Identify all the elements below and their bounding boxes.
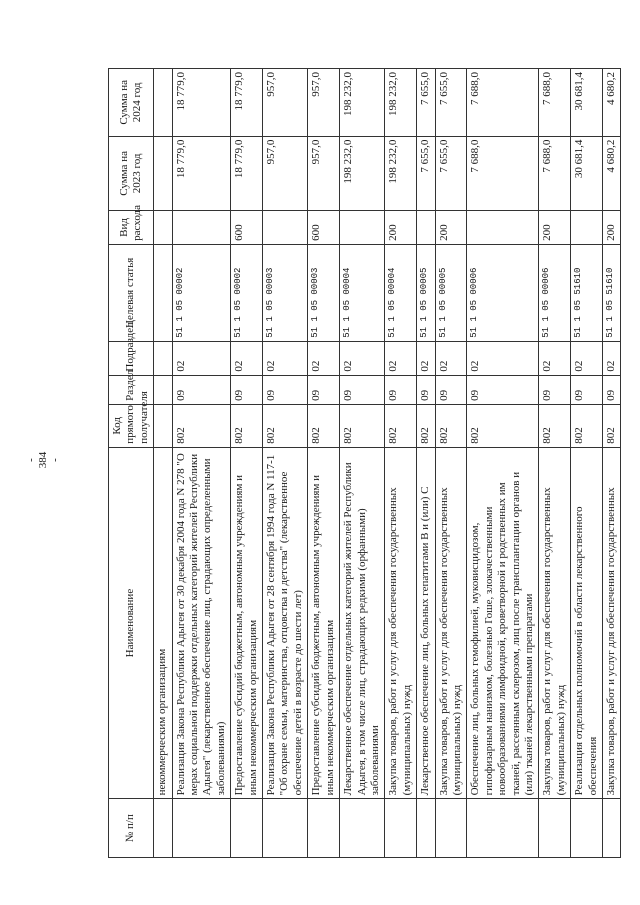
cell-name: Предоставление субсидий бюджетным, автономным учреждениям и иным некоммерческим организациям [308, 447, 340, 799]
cell-vid: 200 [435, 211, 467, 245]
cell-sum2023: 957,0 [263, 136, 308, 210]
cell-sum2023: 198 232,0 [385, 136, 417, 210]
cell-num [571, 799, 603, 858]
cell-podrazdel: 02 [417, 341, 435, 375]
cell-target: 51 1 05 51610 [603, 244, 621, 341]
cell-podrazdel: 02 [340, 341, 385, 375]
cell-sum2024: 957,0 [308, 69, 340, 137]
table-row [603, 69, 621, 858]
cell-name: Обеспечение лиц, больных гемофилией, муковисцидозом, гипофизарным нанизмом, болезнью Гоше, злокачественными новообразованиями лимфоидной, кроветворной и родственных им тканей, рассеянным склерозом, лиц после трансплантации органов и (или) тканей лекарственными препаратами [467, 447, 539, 799]
cell-sum2024: 4 680,2 [603, 69, 621, 137]
header-name: Наименование [109, 447, 154, 799]
cell-sum2023: 198 232,0 [340, 136, 385, 210]
cell-name: Предоставление субсидий бюджетным, автономным учреждениям и иным некоммерческим организациям [231, 447, 263, 799]
cell-razdel: 09 [340, 375, 385, 404]
cell-num [340, 799, 385, 858]
cell-target: 51 1 05 00005 [417, 244, 435, 341]
cell-num [417, 799, 435, 858]
cell-podrazdel: 02 [571, 341, 603, 375]
cell-vid: 200 [385, 211, 417, 245]
cell-sum2023: 30 681,4 [571, 136, 603, 210]
cell-razdel: 09 [417, 375, 435, 404]
table-row [467, 69, 539, 858]
cell-razdel: 09 [308, 375, 340, 404]
cell-target: 51 1 05 00005 [435, 244, 467, 341]
page-number: - 384 - [25, 451, 61, 469]
cell-name: Закупка товаров, работ и услуг для обеспечения государственных (муниципальных) нужд [539, 447, 571, 799]
cell-vid: 200 [539, 211, 571, 245]
cell-code: 802 [172, 404, 231, 447]
cell-podrazdel: 02 [467, 341, 539, 375]
cell-target: 51 1 05 51610 [571, 244, 603, 341]
cell-sum2023 [154, 136, 172, 210]
budget-table [108, 68, 621, 858]
cell-podrazdel: 02 [385, 341, 417, 375]
cell-sum2023: 18 779,0 [172, 136, 231, 210]
cell-sum2024: 7 655,0 [417, 69, 435, 137]
header-vid: Вид расхода [109, 211, 154, 245]
cell-target: 51 1 05 00006 [539, 244, 571, 341]
cell-sum2024: 30 681,4 [571, 69, 603, 137]
cell-sum2024: 7 688,0 [539, 69, 571, 137]
cell-name: Закупка товаров, работ и услуг для обеспечения государственных (муниципальных) нужд [435, 447, 467, 799]
cell-vid [340, 211, 385, 245]
cell-num [172, 799, 231, 858]
cell-podrazdel: 02 [435, 341, 467, 375]
cell-sum2024: 7 655,0 [435, 69, 467, 137]
cell-name: Лекарственное обеспечение отдельных категорий жителей Республики Адыгея, в том числе лиц, страдающих редкими (орфанными) заболеваниями [340, 447, 385, 799]
cell-sum2023: 7 688,0 [467, 136, 539, 210]
header-sum2024: Сумма на 2024 год [109, 69, 154, 137]
cell-sum2024: 7 688,0 [467, 69, 539, 137]
header-target: Целевая статья [109, 244, 154, 341]
cell-vid: 200 [603, 211, 621, 245]
cell-num [603, 799, 621, 858]
cell-vid [154, 211, 172, 245]
table-row [435, 69, 467, 858]
cell-razdel [154, 375, 172, 404]
cell-name: Реализация Закона Республики Адыгея от 28 сентября 1994 года N 117-1 "Об охране семьи, материнства, отцовства и детства" (лекарственное обеспечение детей в возрасте до шести лет) [263, 447, 308, 799]
cell-num [385, 799, 417, 858]
cell-num [308, 799, 340, 858]
table-row [172, 69, 231, 858]
cell-sum2024: 198 232,0 [385, 69, 417, 137]
cell-code: 802 [467, 404, 539, 447]
cell-podrazdel: 02 [539, 341, 571, 375]
cell-target: 51 1 05 00003 [308, 244, 340, 341]
cell-razdel: 09 [263, 375, 308, 404]
cell-name: некоммерческим организациям [154, 447, 172, 799]
cell-name: Закупка товаров, работ и услуг для обеспечения государственных [603, 447, 621, 799]
cell-sum2024: 957,0 [263, 69, 308, 137]
cell-code [154, 404, 172, 447]
cell-target: 51 1 05 00004 [340, 244, 385, 341]
header-razdel: Раздел [109, 375, 154, 404]
cell-podrazdel: 02 [172, 341, 231, 375]
cell-code: 802 [385, 404, 417, 447]
cell-code: 802 [435, 404, 467, 447]
table-row [154, 69, 172, 858]
cell-razdel: 09 [571, 375, 603, 404]
cell-code: 802 [539, 404, 571, 447]
cell-code: 802 [231, 404, 263, 447]
cell-razdel: 09 [172, 375, 231, 404]
cell-code: 802 [263, 404, 308, 447]
cell-razdel: 09 [539, 375, 571, 404]
cell-vid [417, 211, 435, 245]
cell-target: 51 1 05 00002 [172, 244, 231, 341]
cell-name: Реализация отдельных полномочий в области лекарственного обеспечения [571, 447, 603, 799]
cell-podrazdel: 02 [308, 341, 340, 375]
cell-target: 51 1 05 00002 [231, 244, 263, 341]
table-row [539, 69, 571, 858]
cell-podrazdel [154, 341, 172, 375]
header-code: Код прямого получателя [109, 404, 154, 447]
table-row [340, 69, 385, 858]
cell-sum2024 [154, 69, 172, 137]
header-sum2023: Сумма на 2023 год [109, 136, 154, 210]
cell-num [435, 799, 467, 858]
cell-razdel: 09 [435, 375, 467, 404]
cell-code: 802 [340, 404, 385, 447]
cell-razdel: 09 [385, 375, 417, 404]
cell-sum2023: 957,0 [308, 136, 340, 210]
cell-sum2024: 198 232,0 [340, 69, 385, 137]
header-row [109, 69, 154, 858]
cell-num [154, 799, 172, 858]
cell-sum2024: 18 779,0 [231, 69, 263, 137]
cell-name: Реализация Закона Республики Адыгея от 30 декабря 2004 года N 278 "О мерах социальной поддержки отдельных категорий жителей Республики Адыгея" (лекарственное обеспечение лиц, страдающих определенными заболеваниями) [172, 447, 231, 799]
cell-vid: 600 [308, 211, 340, 245]
cell-target: 51 1 05 00006 [467, 244, 539, 341]
cell-target [154, 244, 172, 341]
header-podrazdel: Подраздел [109, 341, 154, 375]
cell-target: 51 1 05 00003 [263, 244, 308, 341]
cell-num [467, 799, 539, 858]
cell-sum2024: 18 779,0 [172, 69, 231, 137]
table-row [417, 69, 435, 858]
cell-code: 802 [417, 404, 435, 447]
cell-sum2023: 4 680,2 [603, 136, 621, 210]
table-row [231, 69, 263, 858]
table-row [571, 69, 603, 858]
cell-podrazdel: 02 [603, 341, 621, 375]
cell-podrazdel: 02 [231, 341, 263, 375]
cell-vid [172, 211, 231, 245]
cell-vid: 600 [231, 211, 263, 245]
table-row [308, 69, 340, 858]
cell-vid [467, 211, 539, 245]
cell-razdel: 09 [467, 375, 539, 404]
cell-sum2023: 7 655,0 [435, 136, 467, 210]
budget-table-rotated [108, 68, 617, 858]
cell-podrazdel: 02 [263, 341, 308, 375]
cell-sum2023: 7 688,0 [539, 136, 571, 210]
cell-code: 802 [603, 404, 621, 447]
cell-razdel: 09 [231, 375, 263, 404]
cell-num [231, 799, 263, 858]
cell-code: 802 [308, 404, 340, 447]
table-row [385, 69, 417, 858]
cell-num [539, 799, 571, 858]
cell-vid [263, 211, 308, 245]
cell-razdel: 09 [603, 375, 621, 404]
cell-name: Лекарственное обеспечение лиц, больных гепатитами В и (или) С [417, 447, 435, 799]
header-num: № п/п [109, 799, 154, 858]
cell-name: Закупка товаров, работ и услуг для обеспечения государственных (муниципальных) нужд [385, 447, 417, 799]
cell-target: 51 1 05 00004 [385, 244, 417, 341]
cell-vid [571, 211, 603, 245]
cell-num [263, 799, 308, 858]
cell-sum2023: 7 655,0 [417, 136, 435, 210]
cell-code: 802 [571, 404, 603, 447]
table-row [263, 69, 308, 858]
cell-sum2023: 18 779,0 [231, 136, 263, 210]
